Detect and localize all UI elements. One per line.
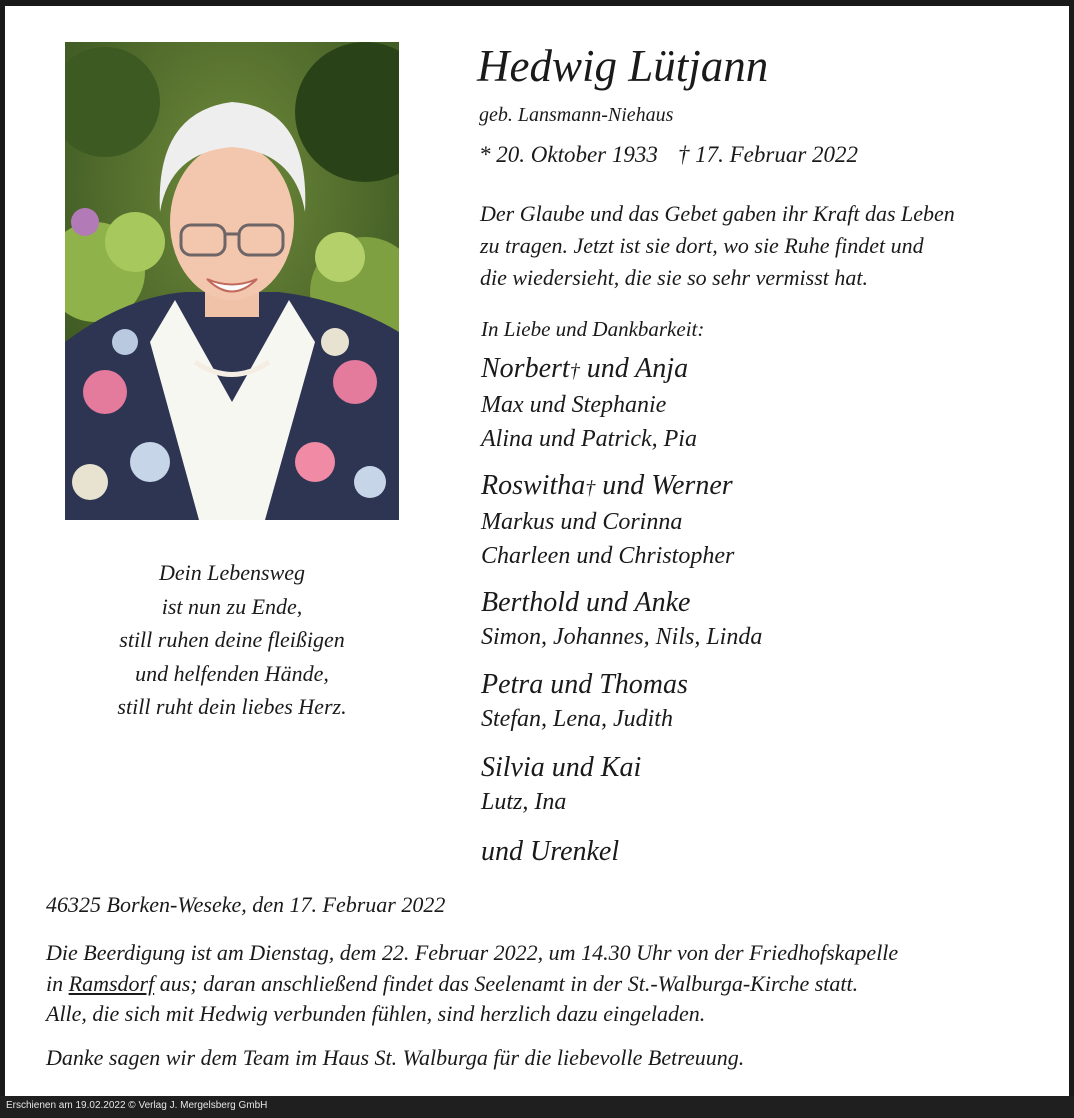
family-line: Lutz, Ina bbox=[481, 789, 567, 815]
family-line: Max und Stephanie bbox=[481, 392, 667, 418]
memorial-quote bbox=[480, 198, 1060, 294]
family-head: Roswitha† und Werner bbox=[481, 470, 733, 501]
life-dates bbox=[479, 142, 858, 168]
family-head: Petra und Thomas bbox=[481, 669, 688, 700]
family-head: Berthold und Anke bbox=[481, 587, 691, 618]
family-line: Markus und Corinna bbox=[481, 509, 683, 535]
cross-symbol: † bbox=[585, 477, 596, 499]
maiden-name: geb. Lansmann-Niehaus bbox=[479, 104, 674, 126]
quote-line: Der Glaube und das Gebet gaben ihr Kraft das Leben bbox=[480, 201, 955, 226]
portrait-photo bbox=[65, 42, 399, 520]
publication-footer bbox=[0, 1096, 1074, 1118]
footer-text: Erschienen am 19.02.2022 © Verlag J. Mergelsberg GmbH bbox=[6, 1100, 268, 1111]
poem-line: Dein Lebensweg bbox=[158, 560, 306, 585]
funeral-line: Die Beerdigung ist am Dienstag, dem 22. Februar 2022, um 14.30 Uhr von der Friedhofskapelle bbox=[46, 940, 899, 965]
birth-date: * 20. Oktober 1933 bbox=[479, 142, 658, 167]
great-grandchildren: und Urenkel bbox=[481, 836, 620, 867]
obituary-notice bbox=[5, 6, 1069, 1096]
closing-thanks: Danke sagen wir dem Team im Haus St. Walburga für die liebevolle Betreuung. bbox=[46, 1045, 745, 1070]
poem-line: still ruht dein liebes Herz. bbox=[117, 694, 347, 719]
ramsdorf-link[interactable]: Ramsdorf bbox=[68, 970, 155, 996]
cross-symbol: † bbox=[569, 360, 580, 382]
poem-line: still ruhen deine fleißigen bbox=[119, 627, 345, 652]
family-line: Alina und Patrick, Pia bbox=[481, 426, 697, 452]
poem-line: ist nun zu Ende, bbox=[161, 593, 303, 619]
family-group bbox=[481, 586, 762, 654]
family-group bbox=[481, 668, 688, 736]
family-head: Norbert† und Anja bbox=[481, 353, 689, 384]
funeral-line: in Ramsdorf aus; daran anschließend findet das Seelenamt in der St.-Walburga-Kirche statt. bbox=[46, 970, 859, 996]
family-group bbox=[481, 352, 697, 456]
family-line: Stefan, Lena, Judith bbox=[481, 706, 673, 732]
death-date: † 17. Februar 2022 bbox=[677, 142, 859, 167]
funeral-line: Alle, die sich mit Hedwig verbunden fühlen, sind herzlich dazu eingeladen. bbox=[46, 1001, 706, 1026]
deceased-name: Hedwig Lütjann bbox=[477, 41, 769, 91]
place-date: 46325 Borken-Weseke, den 17. Februar 2022 bbox=[46, 892, 446, 917]
thanks-label: In Liebe und Dankbarkeit: bbox=[481, 317, 705, 341]
poem-line: und helfenden Hände, bbox=[135, 660, 329, 686]
family-group bbox=[481, 751, 641, 819]
quote-line: zu tragen. Jetzt ist sie dort, wo sie Ruhe findet und bbox=[480, 233, 924, 258]
funeral-info bbox=[46, 938, 898, 1030]
family-line: Simon, Johannes, Nils, Linda bbox=[481, 624, 763, 650]
family-group bbox=[481, 469, 734, 573]
family-head: Silvia und Kai bbox=[481, 752, 642, 783]
quote-line: die wiedersieht, die sie so sehr vermisst hat. bbox=[480, 265, 869, 290]
family-line: Charleen und Christopher bbox=[481, 543, 735, 569]
poem bbox=[65, 556, 399, 724]
